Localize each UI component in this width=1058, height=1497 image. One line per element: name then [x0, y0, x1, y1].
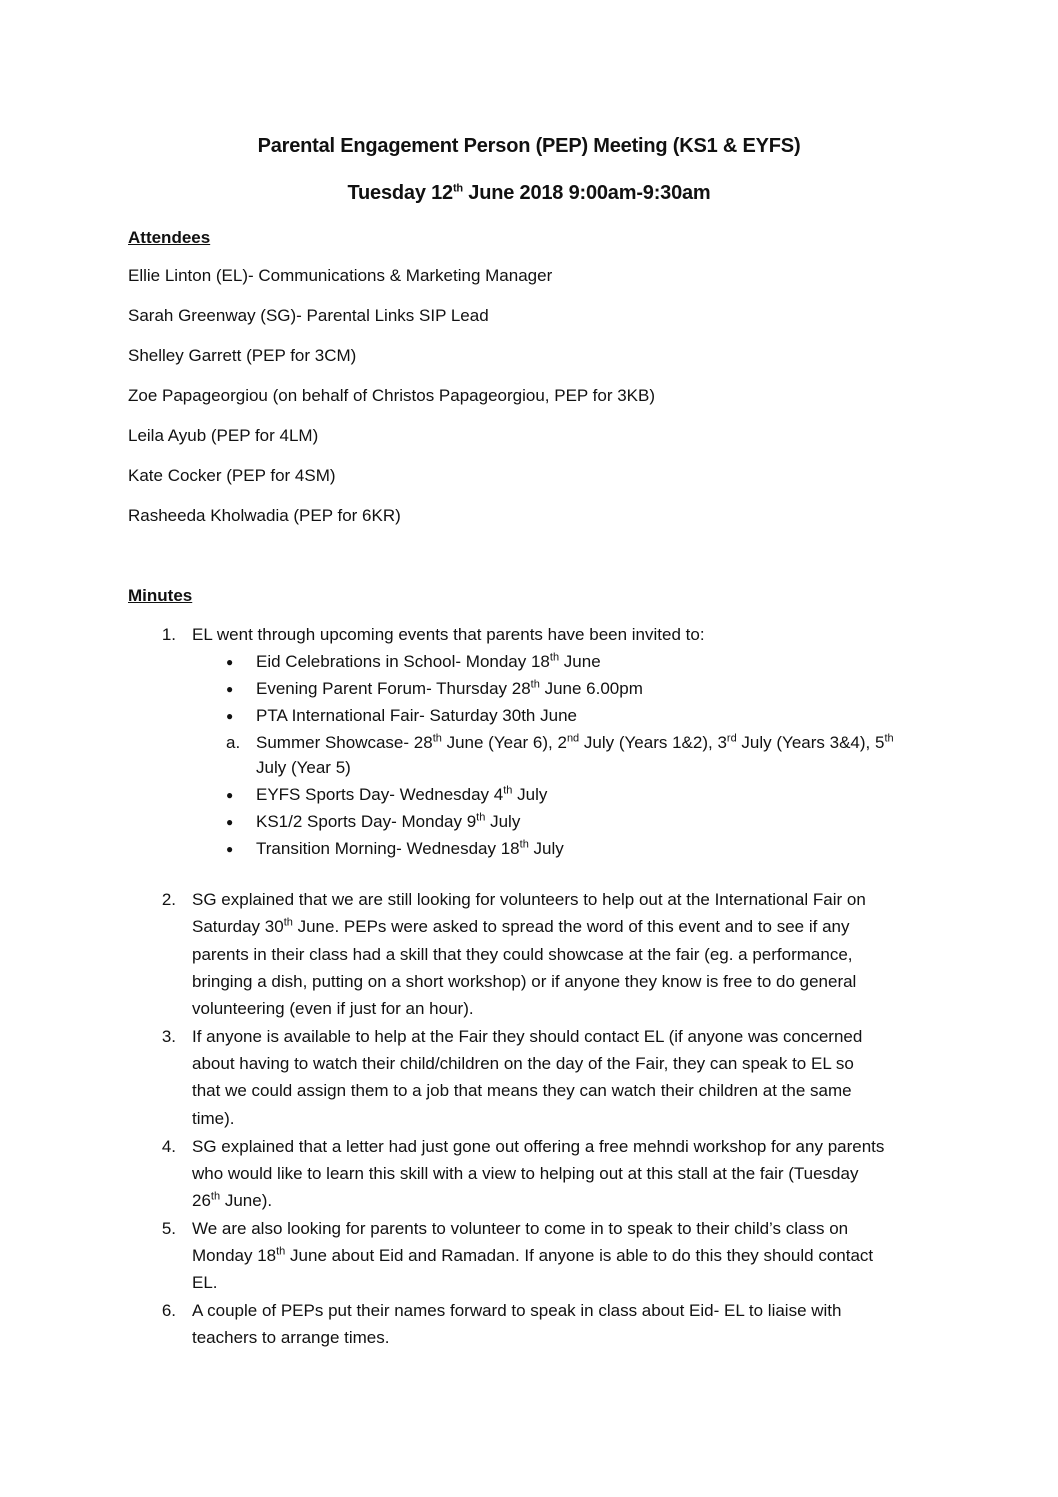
bullet-icon: ●	[226, 655, 234, 669]
item-number: 5.	[161, 1219, 176, 1238]
item-text: EL.	[192, 1273, 218, 1292]
meeting-date: Tuesday 12th June 2018 9:00am-9:30am	[347, 182, 711, 204]
item-text: bringing a dish, putting on a short workshop) or if anyone they know is free to do general	[192, 972, 857, 991]
item-text: parents in their class had a skill that they could showcase at the fair (eg. a performance,	[192, 945, 853, 964]
item-text: EL went through upcoming events that parents have been invited to:	[192, 625, 705, 644]
item-text: SG explained that we are still looking for volunteers to help out at the International Fair on	[192, 890, 866, 909]
event-item: Summer Showcase- 28th June (Year 6), 2nd July (Years 1&2), 3rd July (Years 3&4), 5th	[256, 732, 894, 752]
item-text: volunteering (even if just for an hour).	[192, 999, 474, 1018]
attendees-heading: Attendees	[128, 228, 211, 247]
event-item: Transition Morning- Wednesday 18th July	[256, 838, 564, 858]
attendee-item: Ellie Linton (EL)- Communications & Marketing Manager	[128, 266, 553, 285]
bullet-icon: ●	[226, 709, 234, 723]
attendee-item: Kate Cocker (PEP for 4SM)	[128, 466, 336, 485]
item-text: We are also looking for parents to volunteer to come in to speak to their child’s class on	[192, 1219, 849, 1238]
attendee-item: Zoe Papageorgiou (on behalf of Christos Papageorgiou, PEP for 3KB)	[128, 386, 656, 405]
item-number: 6.	[161, 1301, 176, 1320]
item-text: SG explained that a letter had just gone out offering a free mehndi workshop for any parents	[192, 1137, 885, 1156]
bullet-icon: ●	[226, 815, 234, 829]
bullet-icon: ●	[226, 842, 234, 856]
item-text: that we could assign them to a job that means they can watch their children at the same	[192, 1081, 852, 1100]
item-text: Monday 18th June about Eid and Ramadan. If anyone is able to do this they should contact	[192, 1245, 874, 1265]
bullet-icon: ●	[226, 682, 234, 696]
document-title: Parental Engagement Person (PEP) Meeting (KS1 & EYFS)	[257, 135, 801, 157]
event-item: EYFS Sports Day- Wednesday 4th July	[256, 784, 548, 804]
attendee-item: Sarah Greenway (SG)- Parental Links SIP Lead	[128, 306, 489, 325]
item-number: 2.	[161, 890, 176, 909]
event-item: KS1/2 Sports Day- Monday 9th July	[256, 811, 521, 831]
item-text: Saturday 30th June. PEPs were asked to spread the word of this event and to see if any	[192, 916, 850, 936]
sub-item-marker: a.	[226, 733, 241, 752]
item-number: 3.	[161, 1027, 176, 1046]
attendees-list	[128, 266, 655, 546]
event-item: PTA International Fair- Saturday 30th June	[256, 706, 577, 725]
attendee-item: Shelley Garrett (PEP for 3CM)	[128, 346, 357, 365]
item-text: 26th June).	[192, 1190, 273, 1210]
item-text: about having to watch their child/children on the day of the Fair, they can speak to EL so	[192, 1054, 854, 1073]
item-number: 4.	[161, 1137, 176, 1156]
item-text: If anyone is available to help at the Fair they should contact EL (if anyone was concerned	[192, 1027, 863, 1046]
event-item: Eid Celebrations in School- Monday 18th June	[256, 651, 601, 671]
attendee-item: Leila Ayub (PEP for 4LM)	[128, 426, 319, 445]
bullet-icon: ●	[226, 788, 234, 802]
item-text: time).	[192, 1109, 235, 1128]
item-text: who would like to learn this skill with a view to helping out at this stall at the fair (Tuesday	[192, 1164, 859, 1183]
minutes-heading: Minutes	[128, 586, 193, 605]
event-item-continued: July (Year 5)	[256, 758, 351, 777]
item-number: 1.	[161, 625, 176, 644]
item-text: teachers to arrange times.	[192, 1328, 390, 1347]
attendee-item: Rasheeda Kholwadia (PEP for 6KR)	[128, 506, 401, 525]
event-item: Evening Parent Forum- Thursday 28th June 6.00pm	[256, 678, 643, 698]
item-text: A couple of PEPs put their names forward to speak in class about Eid- EL to liaise with	[192, 1301, 842, 1320]
